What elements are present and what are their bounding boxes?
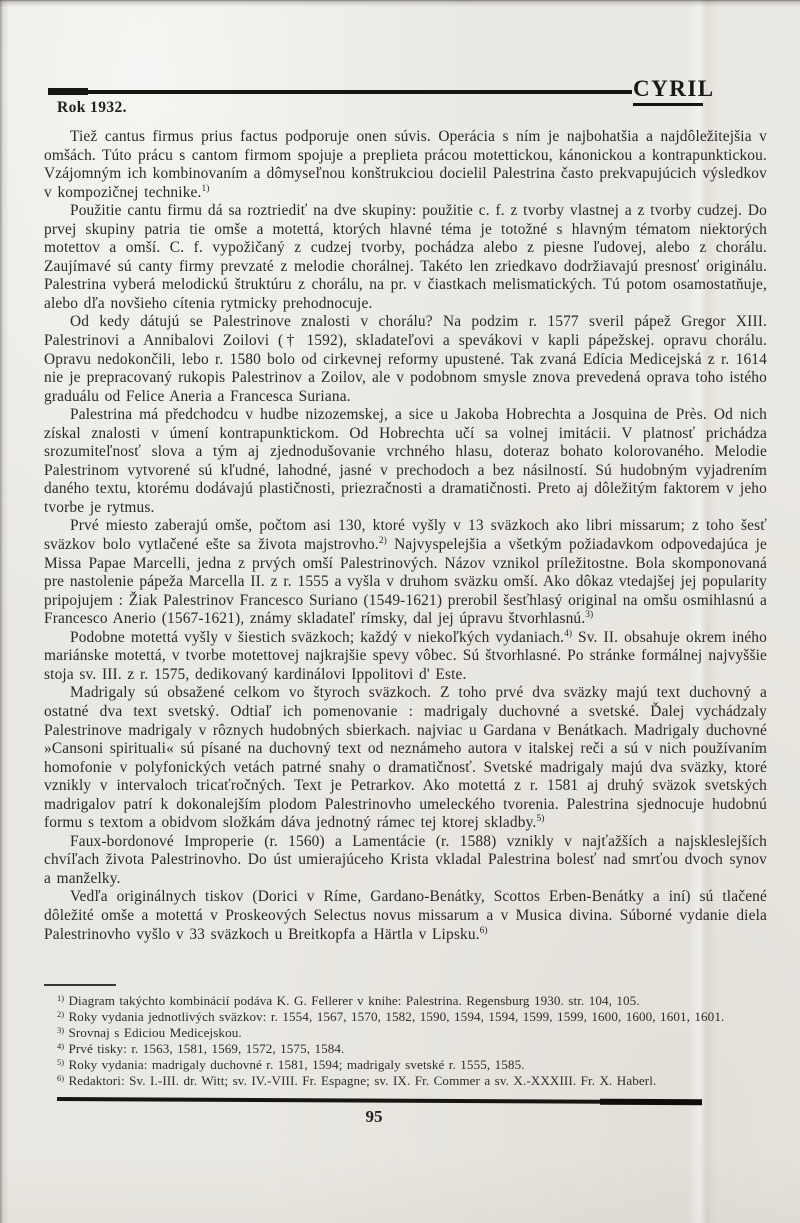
footnote xyxy=(57,1041,767,1057)
paragraph xyxy=(44,684,767,832)
paragraph-text: Sv. II. obsahuje okrem iného mariánske motettá, v tvorbe motettovej najkrajšie spevy vôbec. Sú štvorhlasné. Po stránke formálnej najvyššie stoja sv. III. z r. 1575, dedikovaný kardinálovi Ippolitovi d' Este. xyxy=(44,628,767,683)
footer-rule-right-cap xyxy=(600,1099,702,1105)
header-rule-left-cap xyxy=(48,88,88,95)
footnote-text: Redaktori: Sv. I.-III. dr. Witt; sv. IV.-VIII. Fr. Espagne; sv. IX. Fr. Commer a sv. X.-XXXIII. Fr. X. Haberl. xyxy=(64,1073,657,1089)
footnote xyxy=(57,1057,767,1073)
footnote-marker: 6) xyxy=(57,1073,65,1084)
footnote-marker: 3) xyxy=(57,1025,65,1036)
paragraph xyxy=(44,406,767,517)
footnote-text: Roky vydania: madrigaly duchovné r. 1581, 1594; madrigaly svetské r. 1555, 1585. xyxy=(64,1057,525,1073)
paragraph-text: Faux-bordonové Improperie (r. 1560) a Lamentácie (r. 1588) vznikly v najťažších a najskleslejších chvíľach života Palestrinovho. Do úst umierajúceho Krista vkladal Palestrina bolesť nad smrťou dvoch synov a manželky. xyxy=(44,832,767,887)
paragraph xyxy=(44,833,767,889)
paragraph-text: Od kedy dátujú se Palestrinove znalosti v chorálu? Na podzim r. 1577 sveril pápež Gregor XIII. Palestrinovi a Annibalovi Zoilovi († 1592), skladateľovi a spevákovi v kapli pápežskej. opravu chorálu. Opravu nedokončili, lebo r. 1580 bolo od cirkevnej reformy upustené. Tak zvaná Edícia Medicejská z r. 1614 nie je prepracovaný rukopis Palestrinov a Zoilov, ale v podobnom smysle znova prevedená oprava toho istého graduálu od Felice Aneria a Francesca Suriana. xyxy=(44,313,767,405)
paragraph xyxy=(44,202,767,313)
paragraph-text: Vedľa originálnych tiskov (Dorici v Ríme, Gardano-Benátky, Scottos Erben-Benátky a iní) sú tlačené dôležité omše a motettá v Proskeových Selectus novus missarum a v Musica divina. Súborné vydanie diela Palestrinovho vyšlo v 33 sväzkoch u Breitkopfa a Härtla v Lipsku. xyxy=(44,888,767,943)
paragraph-text: Madrigaly sú obsažené celkom vo štyroch sväzkoch. Z toho prvé dva sväzky majú text duchovný a ostatné dva text svetský. Odtiaľ ich pomenovanie : madrigaly duchovné a svetské. Ďalej vychádzaly Palestrinove madrigaly v rôznych hudobných sbierkach. najviac u Gardana v Benátkach. Madrigaly duchovné »Cansoni spirituali« sú písané na duchovný text od neznámeho autora v italskej reči a sú v nich používaním homofonie v polyfonických vetách patrné snahy o dramatičnosť. Svetské madrigaly majú dva sväzky, ktoré vznikly v intervaloch tricaťročných. Text je Petrarkov. Ako motettá z r. 1581 aj druhý sväzok svetských madrigalov patrí k dokonalejším plodom Palestrinovho umeleckého tvorenia. Palestrina sjednocuje hudobnú formu s textom a obidvom složkám dáva jednotný rámec tej ktorej skladby. xyxy=(44,684,767,832)
footnote-separator-rule xyxy=(44,984,116,986)
footnote-ref: 1) xyxy=(201,183,210,194)
journal-title: CYRIL xyxy=(633,76,715,101)
year-label: Rok 1932. xyxy=(57,99,127,116)
footnote-marker: 2) xyxy=(57,1009,65,1020)
header-rule xyxy=(48,90,632,94)
footnote xyxy=(57,1025,767,1041)
footnote-ref: 6) xyxy=(479,925,488,936)
paragraph-text: Palestrina má předchodcu v hudbe nizozemskej, a sice u Jakoba Hobrechta a Josquina de Près. Od nich získal znalosti v úmení kontrapunktickom. Od Hobrechta učí sa volnej imitácii. V platnosť prichádza srozumiteľnosť slova a tým aj zjednodušovanie vrchného hlasu, doteraz bohato kolorovaného. Melodie Palestrinom vytvorené sú kľudné, lahodné, jasné v prechodoch a bez násilností. Sú hudobným vyjadrením daného textu, ktorému dodávajú plastičnosti, priezračnosti a dramatičnosti. Preto aj dôležitým faktorem v jeho tvorbe je rytmus. xyxy=(44,406,767,516)
footnote-text: Roky vydania jednotlivých sväzkov: r. 1554, 1567, 1570, 1582, 1590, 1594, 1594, 1599, 1599, 1600, 1600, 1601, 1601. xyxy=(64,1009,725,1025)
footnote-text: Prvé tisky: r. 1563, 1581, 1569, 1572, 1575, 1584. xyxy=(64,1041,345,1057)
paragraph-text: Použitie cantu firmu dá sa roztriediť na dve skupiny: použitie c. f. z tvorby vlastnej a z tvorby cudzej. Do prvej skupiny patria tie omše a motettá, ktorých hlavné téma je totožné s hlavným tématom niektorých motettov a omší. C. f. vypožičaný z cudzej tvorby, pochádza alebo z piesne ľudovej, alebo z chorálu. Zaujímavé sú canty firmy prevzaté z melodie chorálnej. Takéto len zriedkavo dodržiavajú presnosť originálu. Palestrina vyberá melodickú štruktúru z chorálu, na pr. v čiastkach melismatických. Tú potom osamostatňuje, alebo dľa novšieho cítenia rytmicky prehodnocuje. xyxy=(44,202,767,312)
footnote-text: Diagram takýchto kombinácií podáva K. G. Fellerer v knihe: Palestrina. Regensburg 1930. str. 104, 105. xyxy=(64,993,640,1008)
article-body xyxy=(44,128,767,944)
paragraph xyxy=(44,128,767,202)
paragraph-text: Tiež cantus firmus prius factus podporuje onen súvis. Operácia s ním je najbohatšia a najdôležitejšia v omšách. Túto prácu s cantom firmom spojuje a preplieta prácou motettickou, kánonickou a kontrapunktickou. Vzájomným ich kombinovaním a dômyseľnou konštrukciou docielil Palestrina často prekvapujúcich výsledkov v kompozičnej technike. xyxy=(44,128,767,201)
paragraph-text: Najvyspelejšia a všetkým požiadavkom odpovedajúca je Missa Papae Marcelli, jedna z prvých omší Palestrinových. Názov vznikol príležitostne. Bola skomponovaná pre nastolenie pápeža Marcella II. z r. 1555 a vyšla v druhom sväzku omší. Ako dôkaz vtedajšej jej popularity pripojujem : Žiak Palestrinov Francesco Suriano (1549-1621) prerobil šesťhlasý original na omšu osmihlasnú a Francesco Anerio (1567-1621), známy skladateľ rímsky, dal jej úpravu štvorhlasnú. xyxy=(44,536,768,628)
footnote-ref: 2) xyxy=(378,536,387,547)
footnote-marker: 1) xyxy=(57,993,65,1003)
footnote-ref: 5) xyxy=(536,814,545,825)
paragraph xyxy=(44,517,767,628)
footnote xyxy=(57,993,767,1009)
journal-title-underline xyxy=(633,103,703,106)
paragraph xyxy=(44,313,767,406)
footnote-marker: 4) xyxy=(57,1041,65,1052)
paragraph-text: Podobne motettá vyšly v šiestich sväzkoch; každý v niekoľkých vydaniach. xyxy=(70,628,565,646)
footnote xyxy=(57,1073,767,1089)
footnote-ref: 4) xyxy=(564,628,572,639)
footnote-marker: 5) xyxy=(57,1057,65,1068)
paragraph xyxy=(44,888,767,944)
paragraph-text: Prvé miesto zaberajú omše, počtom asi 130, ktoré vyšly v 13 sväzkoch ako libri missarum; z toho šesť sväzkov bolo vytlačené ešte sa života majstrovho. xyxy=(44,517,767,554)
footnotes-block xyxy=(57,993,767,1090)
footnote-text: Srovnaj s Ediciou Medicejskou. xyxy=(64,1025,242,1041)
page-number: 95 xyxy=(365,1107,383,1126)
footnote xyxy=(57,1009,767,1025)
paragraph xyxy=(44,629,767,685)
footnote-ref: 3) xyxy=(585,610,594,621)
